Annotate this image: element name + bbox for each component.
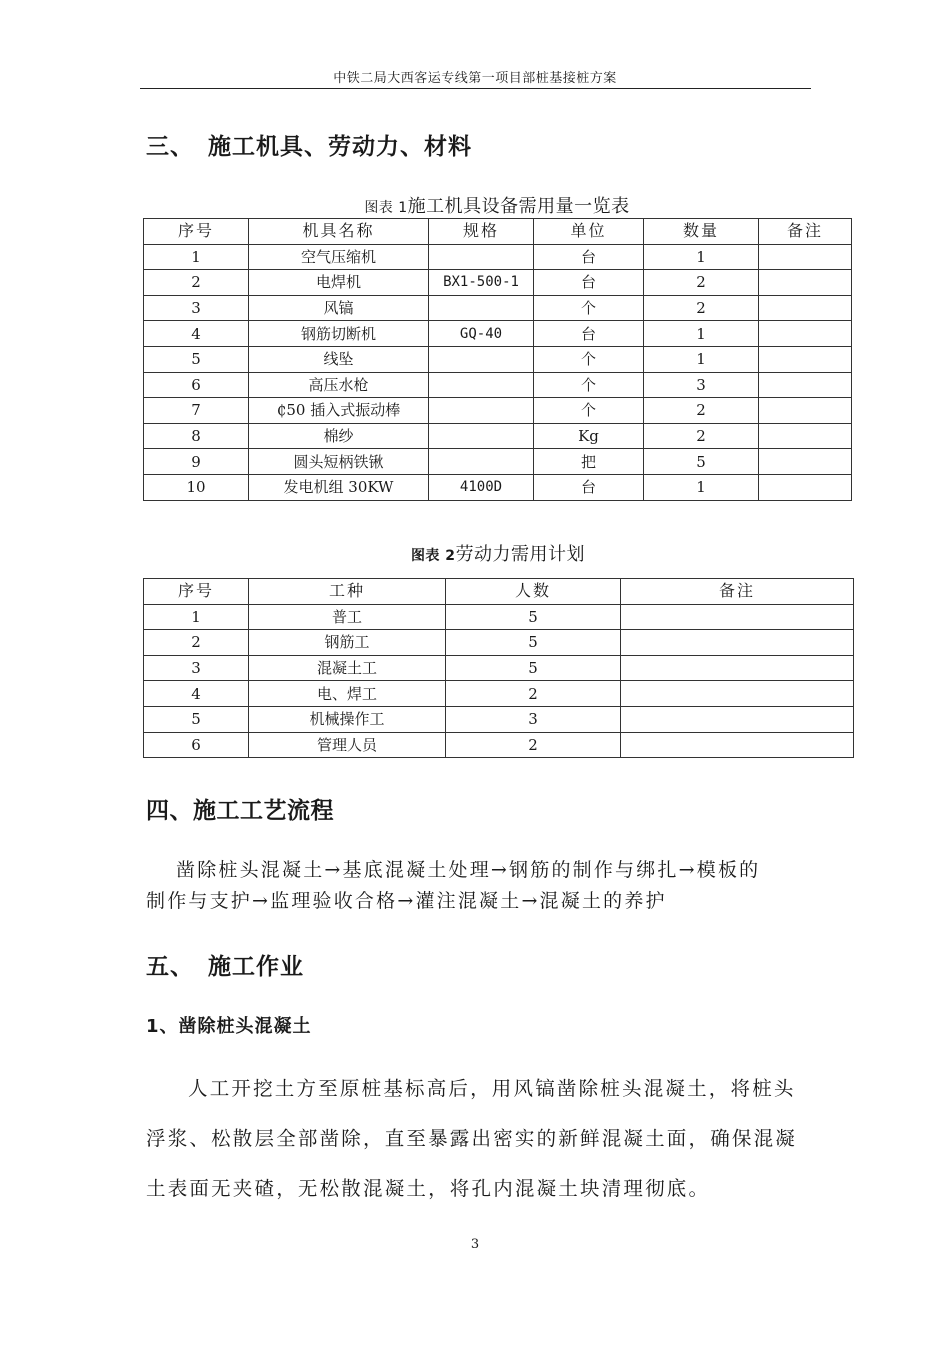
header-cell: 序号 (144, 579, 249, 605)
table-cell (621, 655, 854, 681)
table-cell (759, 321, 852, 347)
header-cell: 工种 (249, 579, 446, 605)
table-cell: 4 (144, 321, 249, 347)
table-cell (759, 270, 852, 296)
table-cell: 4100D (429, 474, 534, 500)
table-cell: 3 (644, 372, 759, 398)
table-cell: 2 (644, 270, 759, 296)
table-row (144, 295, 852, 321)
table-cell: 2 (446, 681, 621, 707)
header-cell: 备注 (759, 219, 852, 245)
table-cell: 台 (534, 474, 644, 500)
table-cell: Kg (534, 423, 644, 449)
table-cell: 1 (644, 474, 759, 500)
table-cell: 2 (144, 630, 249, 656)
table-cell: 高压水枪 (249, 372, 429, 398)
table-cell: 5 (144, 346, 249, 372)
table-cell: 个 (534, 346, 644, 372)
table-cell (621, 706, 854, 732)
table-cell: 把 (534, 449, 644, 475)
header-rule (140, 88, 811, 89)
table-cell (621, 630, 854, 656)
table-row (144, 630, 854, 656)
table-cell: 管理人员 (249, 732, 446, 758)
table-row (144, 346, 852, 372)
table-cell: 2 (144, 270, 249, 296)
table-cell: 4 (144, 681, 249, 707)
table-cell (429, 372, 534, 398)
table-cell (429, 398, 534, 424)
equipment-table (143, 218, 852, 501)
table-cell: 个 (534, 372, 644, 398)
body-line-2: 浮浆、松散层全部凿除，直至暴露出密实的新鲜混凝土面，确保混凝 (146, 1127, 798, 1150)
table-cell (759, 474, 852, 500)
header-cell: 机具名称 (249, 219, 429, 245)
table-cell: 3 (446, 706, 621, 732)
table-row (144, 706, 854, 732)
table-cell: 5 (446, 604, 621, 630)
table-cell: BX1-500-1 (429, 270, 534, 296)
table-cell: 6 (144, 372, 249, 398)
table-cell: 1 (644, 346, 759, 372)
table-row (144, 449, 852, 475)
table-cell (429, 346, 534, 372)
section-5-title: 施工作业 (208, 954, 304, 980)
table-cell: GQ-40 (429, 321, 534, 347)
table-cell: 2 (644, 398, 759, 424)
table-1-caption-lead: 图表 1 (364, 200, 408, 216)
header-cell: 备注 (621, 579, 854, 605)
table-cell: 5 (446, 630, 621, 656)
table-cell: 线坠 (249, 346, 429, 372)
process-flow-line-2: 制作与支护→监理验收合格→灌注混凝土→混凝土的养护 (146, 890, 667, 912)
running-header: 中铁二局大西客运专线第一项目部桩基接桩方案 (333, 71, 617, 86)
table-cell: 10 (144, 474, 249, 500)
table-cell: 6 (144, 732, 249, 758)
section-4-heading: 四、施工工艺流程 (146, 798, 334, 824)
table-cell: 台 (534, 270, 644, 296)
labor-table (143, 578, 854, 758)
table-row (144, 732, 854, 758)
table-cell: 1 (644, 244, 759, 270)
table-row (144, 423, 852, 449)
page-number: 3 (470, 1237, 480, 1252)
table-cell (429, 295, 534, 321)
process-flow-line-1: 凿除桩头混凝土→基底混凝土处理→钢筋的制作与绑扎→模板的 (176, 859, 761, 881)
table-header-row (144, 579, 854, 605)
subsection-1-heading: 1、凿除桩头混凝土 (146, 1016, 312, 1037)
header-cell: 规格 (429, 219, 534, 245)
table-cell: 风镐 (249, 295, 429, 321)
section-5-heading (146, 948, 304, 981)
table-2-caption-text: 劳动力需用计划 (455, 544, 586, 565)
section-3-heading (146, 128, 472, 161)
table-cell: 个 (534, 398, 644, 424)
table-cell: 5 (644, 449, 759, 475)
header-cell: 数量 (644, 219, 759, 245)
section-3-title: 施工机具、劳动力、材料 (208, 134, 472, 160)
table-cell (621, 604, 854, 630)
table-cell: 5 (144, 706, 249, 732)
table-cell: 1 (144, 604, 249, 630)
table-cell: 9 (144, 449, 249, 475)
table-cell (759, 346, 852, 372)
table-cell (759, 372, 852, 398)
table-2-caption (143, 540, 853, 566)
header-cell: 人数 (446, 579, 621, 605)
table-cell: ₵50 插入式振动棒 (249, 398, 429, 424)
table-cell (429, 449, 534, 475)
table-cell: 2 (644, 423, 759, 449)
table-cell (621, 732, 854, 758)
table-cell: 圆头短柄铁锹 (249, 449, 429, 475)
table-cell: 混凝土工 (249, 655, 446, 681)
table-row (144, 270, 852, 296)
header-cell: 序号 (144, 219, 249, 245)
table-cell: 3 (144, 295, 249, 321)
table-row (144, 474, 852, 500)
table-cell: 2 (644, 295, 759, 321)
table-cell: 3 (144, 655, 249, 681)
table-1-caption (143, 192, 851, 218)
table-cell: 7 (144, 398, 249, 424)
table-row (144, 321, 852, 347)
table-cell: 钢筋切断机 (249, 321, 429, 347)
table-cell (759, 398, 852, 424)
table-cell (621, 681, 854, 707)
table-row (144, 244, 852, 270)
body-line-1: 人工开挖土方至原桩基标高后，用风镐凿除桩头混凝土，将桩头 (188, 1077, 796, 1100)
table-2-caption-lead: 图表 2 (410, 548, 456, 564)
table-cell: 空气压缩机 (249, 244, 429, 270)
table-cell (759, 423, 852, 449)
table-cell: 电焊机 (249, 270, 429, 296)
table-row (144, 372, 852, 398)
table-row (144, 604, 854, 630)
table-cell (429, 423, 534, 449)
section-5-number: 五、 (146, 954, 194, 980)
table-cell: 发电机组 30KW (249, 474, 429, 500)
table-row (144, 398, 852, 424)
table-cell (759, 295, 852, 321)
table-1-caption-text: 施工机具设备需用量一览表 (407, 196, 630, 217)
header-cell: 单位 (534, 219, 644, 245)
table-cell: 个 (534, 295, 644, 321)
table-cell: 钢筋工 (249, 630, 446, 656)
table-cell: 机械操作工 (249, 706, 446, 732)
table-row (144, 681, 854, 707)
table-cell (759, 244, 852, 270)
table-cell: 1 (144, 244, 249, 270)
table-cell: 台 (534, 321, 644, 347)
table-cell: 8 (144, 423, 249, 449)
table-cell: 台 (534, 244, 644, 270)
table-cell: 电、焊工 (249, 681, 446, 707)
table-cell: 棉纱 (249, 423, 429, 449)
table-cell (429, 244, 534, 270)
table-cell: 5 (446, 655, 621, 681)
table-cell: 普工 (249, 604, 446, 630)
table-header-row (144, 219, 852, 245)
table-cell (759, 449, 852, 475)
table-cell: 2 (446, 732, 621, 758)
table-cell: 1 (644, 321, 759, 347)
table-row (144, 655, 854, 681)
section-3-number: 三、 (146, 134, 194, 160)
body-line-3: 土表面无夹碴，无松散混凝土，将孔内混凝土块清理彻底。 (146, 1177, 711, 1200)
